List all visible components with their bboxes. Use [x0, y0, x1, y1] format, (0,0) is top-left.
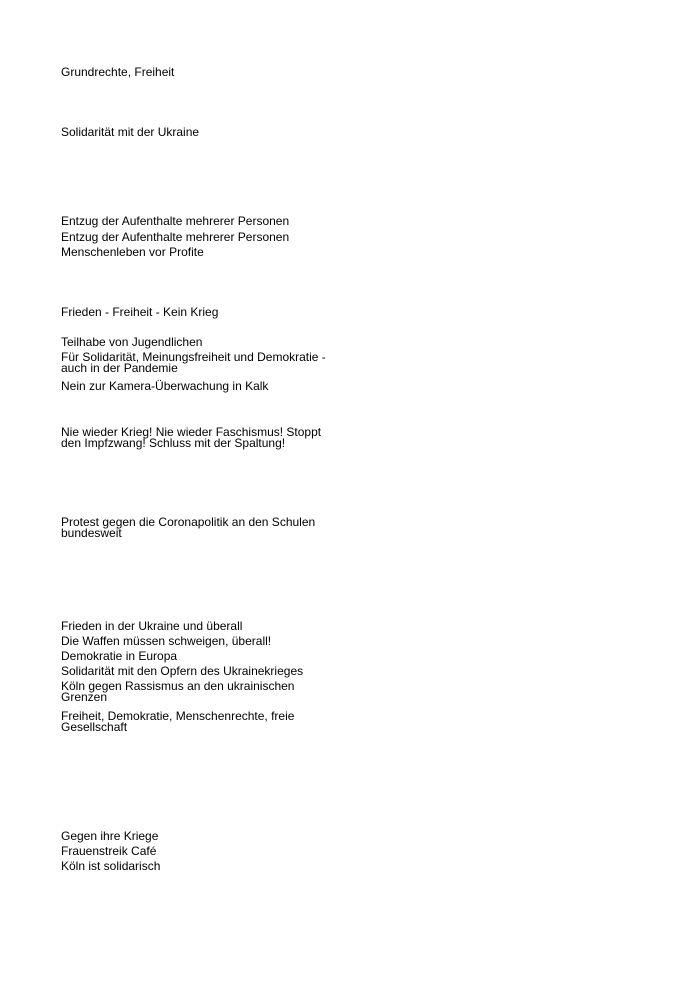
entry-gegen-kriege: Gegen ihre Kriege: [61, 829, 159, 843]
entry-freie-gesellschaft: Freiheit, Demokratie, Menschenrechte, freie Gesellschaft: [61, 709, 295, 734]
entry-waffen-schweigen: Die Waffen müssen schweigen, überall!: [61, 634, 272, 648]
entry-solidaritaet-ukraine: Solidarität mit der Ukraine: [61, 125, 200, 139]
entry-grundrechte: Grundrechte, Freiheit: [61, 65, 175, 79]
entry-nie-wieder-krieg: Nie wieder Krieg! Nie wieder Faschismus! Stoppt den Impfzwang! Schluss mit der Spaltung!: [61, 425, 322, 450]
entry-frieden-freiheit: Frieden - Freiheit - Kein Krieg: [61, 305, 219, 319]
entry-menschenleben: Menschenleben vor Profite: [61, 245, 204, 259]
entry-demokratie-europa: Demokratie in Europa: [61, 649, 178, 663]
entry-meinungsfreiheit: Für Solidarität, Meinungsfreiheit und Demokratie - auch in der Pandemie: [61, 350, 326, 375]
entry-entzug-aufenthalte-1: Entzug der Aufenthalte mehrerer Personen: [61, 214, 290, 228]
entry-opfer-ukrainekrieg: Solidarität mit den Opfern des Ukrainekrieges: [61, 664, 304, 678]
entry-frieden-ukraine: Frieden in der Ukraine und überall: [61, 619, 243, 633]
entry-rassismus-grenzen: Köln gegen Rassismus an den ukrainischen Grenzen: [61, 679, 295, 704]
entry-teilhabe-jugendliche: Teilhabe von Jugendlichen: [61, 335, 203, 349]
entry-koeln-solidarisch: Köln ist solidarisch: [61, 859, 161, 873]
entry-kamera-ueberwachung: Nein zur Kamera-Überwachung in Kalk: [61, 379, 269, 393]
entry-entzug-aufenthalte-2: Entzug der Aufenthalte mehrerer Personen: [61, 230, 290, 244]
entry-frauenstreik: Frauenstreik Café: [61, 844, 157, 858]
entry-coronapolitik-schulen: Protest gegen die Coronapolitik an den Schulen bundesweit: [61, 515, 316, 540]
